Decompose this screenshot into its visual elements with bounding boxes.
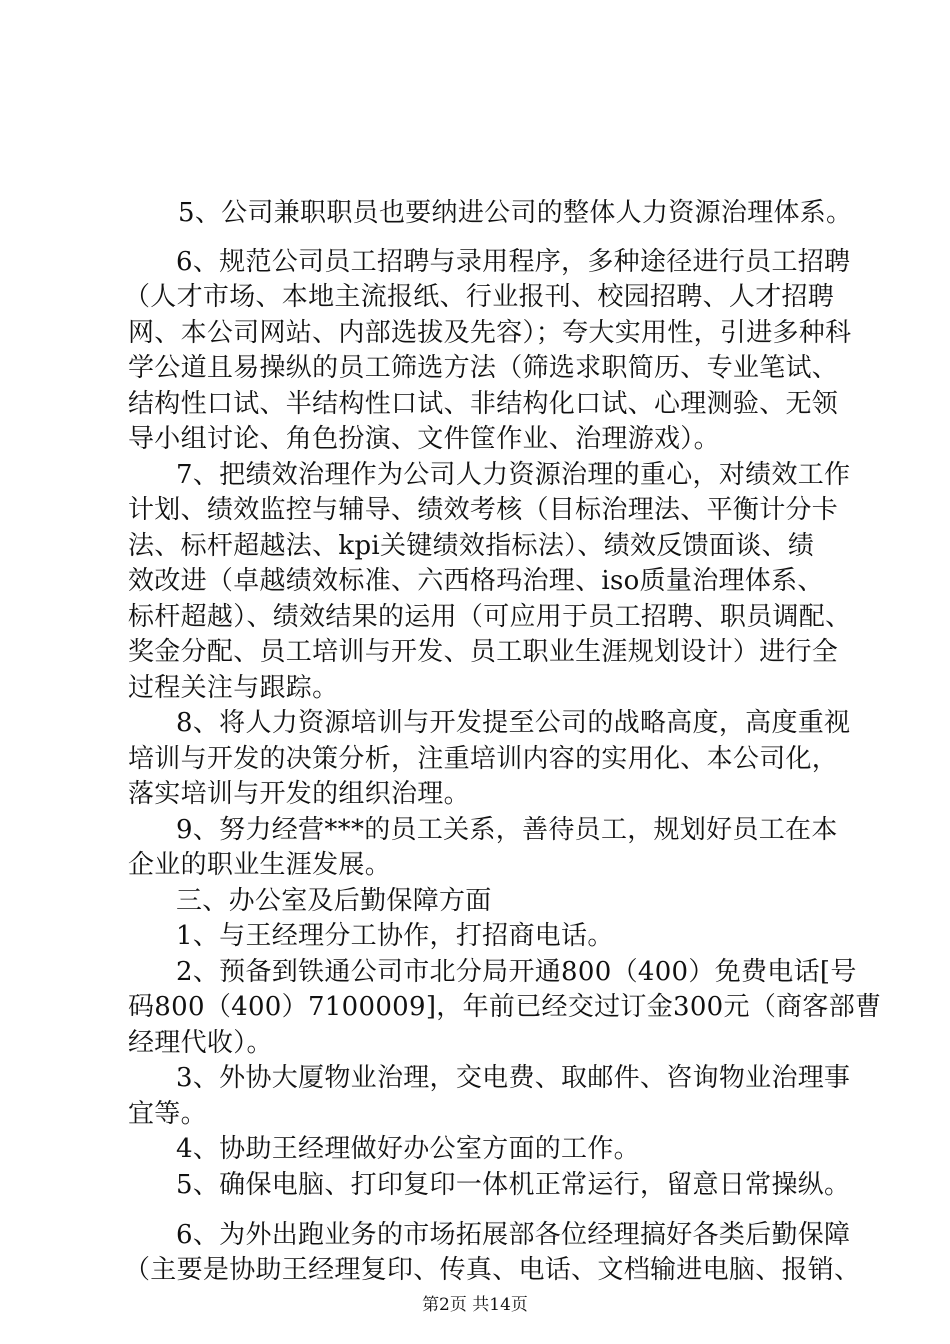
- text-line: （人才市场、本地主流报纸、行业报刊、校园招聘、人才招聘: [124, 282, 835, 312]
- text-line: 结构性口试、半结构性口试、非结构化口试、心理测验、无领: [128, 389, 839, 419]
- text-line: 经理代收）。: [128, 1028, 273, 1058]
- text-line: 5、公司兼职职员也要纳进公司的整体人力资源治理体系。: [178, 198, 853, 228]
- text-line: 6、规范公司员工招聘与录用程序，多种途径进行员工招聘: [176, 247, 851, 277]
- text-line: 5、确保电脑、打印复印一体机正常运行，留意日常操纵。: [176, 1170, 851, 1200]
- text-line: 8、将人力资源培训与开发提至公司的战略高度，高度重视: [176, 708, 851, 738]
- text-line: 法、标杆超越法、kpi关键绩效指标法）、绩效反馈面谈、绩: [128, 531, 815, 561]
- text-line: 3、外协大厦物业治理，交电费、取邮件、咨询物业治理事: [176, 1063, 851, 1093]
- text-line: 导小组讨论、角色扮演、文件筐作业、治理游戏）。: [128, 424, 720, 454]
- text-line: 计划、绩效监控与辅导、绩效考核（目标治理法、平衡计分卡: [128, 495, 839, 525]
- text-line: 标杆超越）、绩效结果的运用（可应用于员工招聘、职员调配、: [128, 602, 852, 632]
- text-line: 学公道且易操纵的员工筛选方法（筛选求职简历、专业笔试、: [128, 353, 839, 383]
- text-line: 码800（400）7100009]，年前已经交过订金300元（商客部曹: [128, 992, 882, 1022]
- text-line: 效改进（卓越绩效标准、六西格玛治理、iso质量治理体系、: [128, 566, 824, 596]
- text-line: 落实培训与开发的组织治理。: [128, 779, 470, 809]
- text-line: 奖金分配、员工培训与开发、员工职业生涯规划设计）进行全: [128, 637, 839, 667]
- text-line: （主要是协助王经理复印、传真、电话、文档输进电脑、报销、: [124, 1255, 861, 1285]
- text-line: 6、为外出跑业务的市场拓展部各位经理搞好各类后勤保障: [176, 1220, 851, 1250]
- text-line: 2、预备到铁通公司市北分局开通800（400）免费电话[号: [176, 957, 857, 987]
- text-line: 企业的职业生涯发展。: [128, 850, 392, 880]
- text-line: 4、协助王经理做好办公室方面的工作。: [176, 1134, 640, 1164]
- text-line: 1、与王经理分工协作，打招商电话。: [176, 921, 614, 951]
- text-line: 过程关注与跟踪。: [128, 673, 339, 703]
- text-line: 7、把绩效治理作为公司人力资源治理的重心，对绩效工作: [176, 460, 851, 490]
- text-line: 培训与开发的决策分析，注重培训内容的实用化、本公司化，: [128, 744, 839, 774]
- text-line: 网、本公司网站、内部选拔及先容）；夸大实用性，引进多种科: [128, 318, 852, 348]
- text-line: 宜等。: [128, 1099, 207, 1129]
- section-heading: 三、办公室及后勤保障方面: [176, 886, 492, 916]
- page-number-footer: 第2页 共14页: [422, 1295, 528, 1315]
- text-line: 9、努力经营***的员工关系，善待员工，规划好员工在本: [176, 815, 838, 845]
